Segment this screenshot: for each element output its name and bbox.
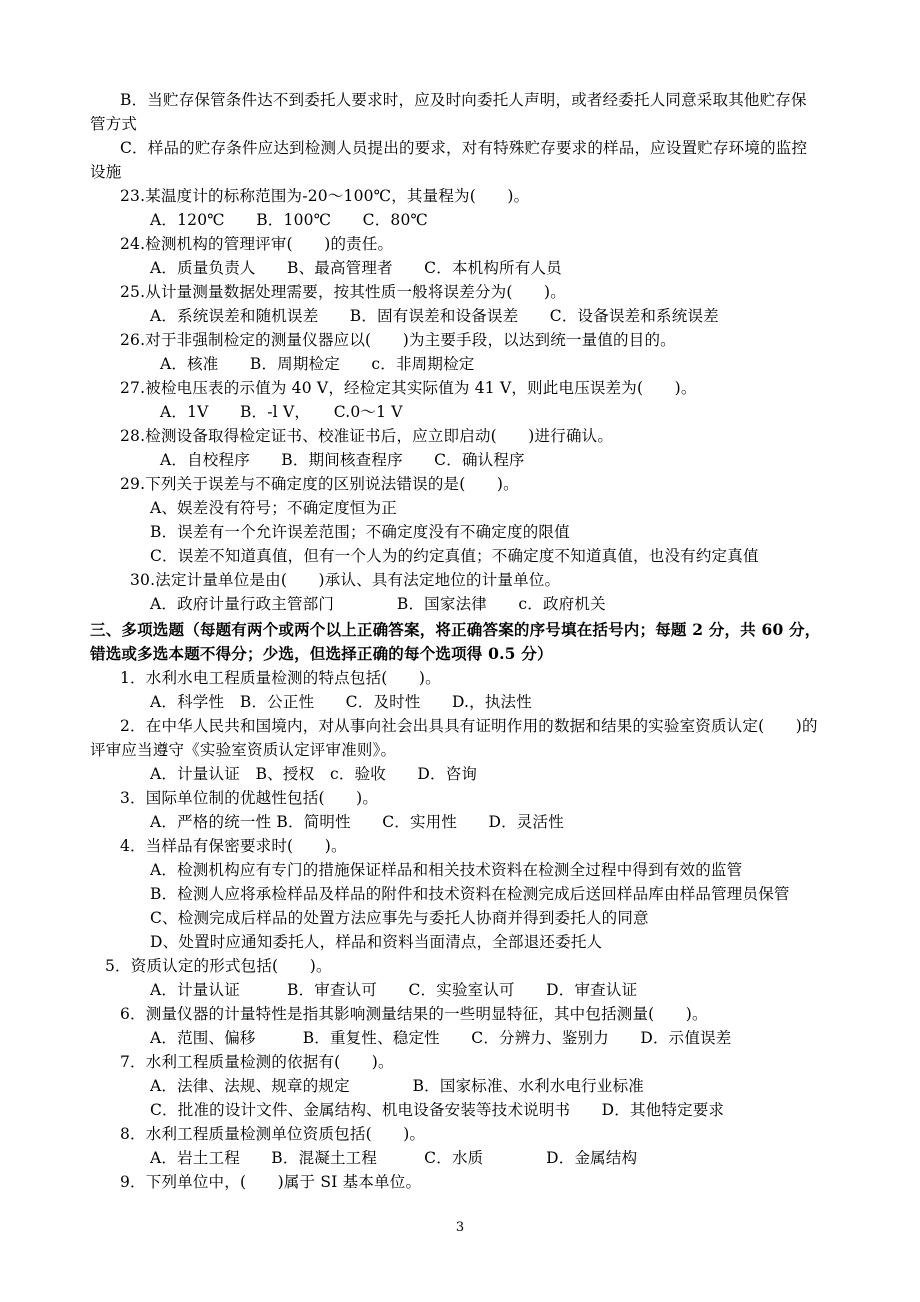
mq-7: 7．水利工程质量检测的依据有( )。 — [120, 1053, 394, 1071]
mq-3-options: A．严格的统一性 B．简明性 C．实用性 D．灵活性 — [150, 813, 564, 831]
options-28: A．自校程序 B．期间核查程序 C．确认程序 — [160, 451, 525, 469]
question-23: 23.某温度计的标称范围为-20～100℃，其量程为( )。 — [120, 187, 530, 205]
section-heading-cont: 错选或多选本题不得分；少选，但选择正确的每个选项得 0.5 分） — [90, 644, 553, 663]
mq-4-option-b: B．检测人应将承检样品及样品的附件和技术资料在检测完成后送回样品库由样品管理员保管 — [150, 885, 790, 903]
question-24: 24.检测机构的管理评审( )的责任。 — [120, 235, 394, 253]
options-30: A．政府计量行政主管部门 B．国家法律 c．政府机关 — [150, 595, 606, 613]
mq-1: 1．水利水电工程质量检测的特点包括( )。 — [120, 669, 441, 687]
mq-4-option-a: A．检测机构应有专门的措施保证样品和相关技术资料在检测全过程中得到有效的监管 — [150, 861, 743, 879]
text-line: 管方式 — [90, 115, 138, 133]
mq-1-options: A．科学性 B．公正性 C．及时性 D.，执法性 — [150, 693, 532, 711]
options-27: A．1V B．-l V， C.0～1 V — [160, 403, 403, 421]
mq-8: 8．水利工程质量检测单位资质包括( )。 — [120, 1125, 426, 1143]
mq-5-options: A．计量认证 B．审查认可 C．实验室认可 D．审查认证 — [150, 981, 638, 999]
section-heading: 三、多项选题（每题有两个或两个以上正确答案，将正确答案的序号填在括号内；每题 2 分，共 60 分， — [90, 620, 821, 639]
question-30: 30.法定计量单位是由( )承认、具有法定地位的计量单位。 — [130, 571, 561, 589]
options-26: A．核准 B．周期检定 c．非周期检定 — [160, 355, 475, 373]
options-23: A．120℃ B．100℃ C．80℃ — [150, 211, 429, 229]
option-29a: A、娱差没有符号；不确定度恒为正 — [150, 499, 397, 517]
question-26: 26.对于非强制检定的测量仪器应以( )为主要手段，以达到统一量值的目的。 — [120, 331, 676, 349]
page-number: 3 — [455, 1220, 465, 1235]
question-27: 27.被检电压表的示值为 40 V，经检定其实际值为 41 V，则此电压误差为( )。 — [120, 379, 697, 397]
option-29b: B．误差有一个允许误差范围；不确定度没有不确定度的限值 — [150, 523, 570, 541]
mq-2-options: A．计量认证 B、授权 c．验收 D．咨询 — [150, 765, 478, 783]
mq-2: 2．在中华人民共和国境内，对从事向社会出具具有证明作用的数据和结果的实验室资质认定( )的 — [120, 717, 818, 735]
text-line: C．样品的贮存条件应达到检测人员提出的要求，对有特殊贮存要求的样品，应设置贮存环境的监控 — [120, 139, 808, 157]
options-25: A．系统误差和随机误差 B．固有误差和设备误差 C．设备误差和系统误差 — [150, 307, 719, 325]
mq-5: 5．资质认定的形式包括( )。 — [105, 957, 332, 975]
mq-3: 3．国际单位制的优越性包括( )。 — [120, 789, 379, 807]
mq-7-options-2: C．批准的设计文件、金属结构、机电设备安装等技术说明书 D．其他特定要求 — [150, 1101, 725, 1119]
mq-4-option-d: D、处置时应通知委托人，样品和资料当面清点，全部退还委托人 — [150, 933, 603, 951]
mq-4: 4．当样品有保密要求时( )。 — [120, 837, 347, 855]
question-28: 28.检测设备取得检定证书、校准证书后，应立即启动( )进行确认。 — [120, 427, 614, 445]
mq-2-cont: 评审应当遵守《实验室资质认定评审准则》。 — [90, 741, 397, 759]
text-line: 设施 — [90, 163, 122, 181]
mq-7-options-1: A．法律、法规、规章的规定 B．国家标准、水利水电行业标准 — [150, 1077, 644, 1095]
question-29: 29.下列关于误差与不确定度的区别说法错误的是( )。 — [120, 475, 519, 493]
mq-6-options: A．范围、偏移 B．重复性、稳定性 C．分辨力、鉴别力 D．示值误差 — [150, 1029, 732, 1047]
mq-8-options: A．岩土工程 B．混凝土工程 C．水质 D．金属结构 — [150, 1149, 638, 1167]
mq-4-option-c: C、检测完成后样品的处置方法应事先与委托人协商并得到委托人的同意 — [150, 909, 649, 927]
text-line: B．当贮存保管条件达不到委托人要求时，应及时向委托人声明，或者经委托人同意采取其他贮存保 — [120, 91, 807, 109]
mq-9: 9．下列单位中，( )属于 SI 基本单位。 — [120, 1173, 422, 1191]
question-25: 25.从计量测量数据处理需要，按其性质一般将误差分为( )。 — [120, 283, 566, 301]
options-24: A．质量负责人 B、最高管理者 C．本机构所有人员 — [150, 259, 562, 277]
option-29c: C．误差不知道真值，但有一个人为的约定真值；不确定度不知道真值，也没有约定真值 — [150, 547, 759, 565]
mq-6: 6．测量仪器的计量特性是指其影响测量结果的一些明显特征，其中包括测量( )。 — [120, 1005, 708, 1023]
